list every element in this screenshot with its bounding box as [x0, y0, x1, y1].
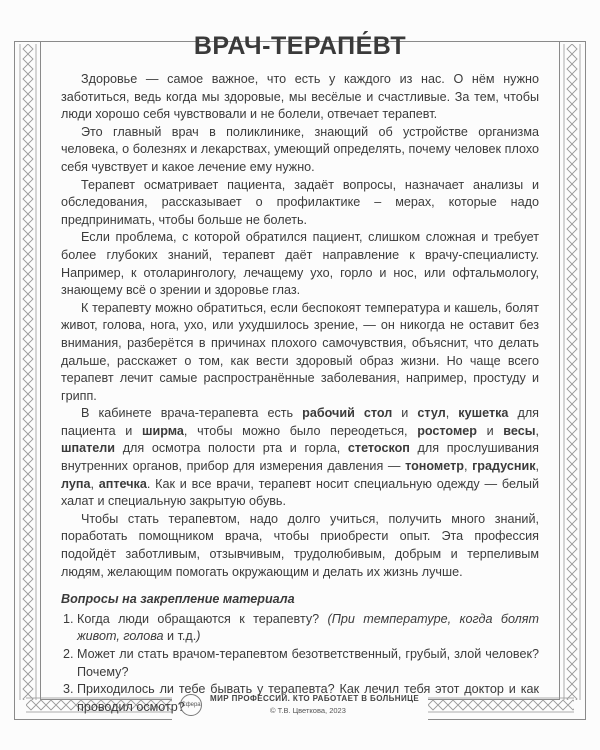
bold-term: лупа	[61, 476, 91, 491]
page-title: ВРАЧ-ТЕРАПЕ́ВТ	[193, 32, 407, 60]
paragraph	[61, 511, 539, 581]
bold-term: градусник	[472, 459, 536, 474]
bold-term: стул	[417, 406, 446, 421]
text-run: . Как и все врачи, терапевт носит специальную одежду — белый халат и специальную закрытую обувь.	[61, 476, 540, 509]
text-run: Может ли стать врачом-терапевтом безответственный, грубый, злой человек? Почему?	[77, 647, 539, 679]
series-title: МИР ПРОФЕССИЙ. КТО РАБОТАЕТ В БОЛЬНИЦЕ	[210, 694, 420, 703]
text-run: ,	[445, 406, 459, 421]
article-body	[61, 71, 539, 716]
text-run: В кабинете врача-терапевта есть	[81, 406, 303, 421]
text-run: Приходилось ли тебе бывать у терапевта? Как лечил тебя этот доктор и как проводил осмотр?	[77, 682, 539, 714]
text-run: ,	[90, 476, 99, 491]
text-run: К терапевту можно обратиться, если беспокоят температура и кашель, болят живот, голова, нога, ухо, или ухудшилось зрение, — он никогда не оставит без внимания, разберётся в причинах плохого самочувствия, объяснит, что делать дальше, расскажет о том, как вести здоровый образ жизни. Но чаще всего терапевт лечит самые распространённые заболевания, например, простуду и грипп.	[61, 300, 539, 403]
text-run: Когда люди обращаются к терапевту?	[77, 611, 328, 626]
question-item	[77, 646, 539, 681]
italic-answer: )	[196, 629, 201, 644]
bold-term: аптечка	[98, 476, 147, 491]
text-run: для прослушивания внутренних органов, прибор для измерения давления —	[61, 441, 539, 474]
text-run: ,	[535, 459, 539, 474]
text-run: и т.д.	[163, 629, 197, 644]
bold-term: ширма	[142, 423, 184, 438]
text-run: для осмотра полости рта и горла,	[115, 441, 348, 456]
bold-term: ростомер	[417, 423, 477, 438]
italic-answer: (При температуре, когда болят живот, голова	[77, 611, 540, 644]
paragraph	[61, 405, 539, 511]
paragraph	[61, 124, 539, 177]
paragraph	[61, 229, 539, 299]
text-run: ,	[535, 423, 539, 438]
bold-term: тонометр	[405, 459, 464, 474]
copyright: © Т.В. Цветкова, 2023	[270, 706, 346, 715]
bold-term: кушетка	[458, 406, 509, 421]
text-run: Чтобы стать терапевтом, надо долго учиться, получить много знаний, поработать помощником врача, чтобы приобрести опыт. Эта профессия подойдёт заботливым, отзывчивым, трудолюбивым, добрым и терпеливым людям, желающим помогать окружающим и делать их жизнь лучше.	[61, 511, 539, 579]
bold-term: весы	[503, 423, 536, 438]
text-run: Это главный врач в поликлинике, знающий об устройстве организма человека, о болезнях и лекарствах, умеющий определять, почему человек плохо себя чувствует и какое лечение ему нужно.	[61, 124, 539, 174]
diamond-ornament-left	[18, 44, 38, 700]
text-run: и	[392, 406, 418, 421]
paragraph	[61, 300, 539, 406]
text-run: Если проблема, с которой обратился пациент, слишком сложная и требует более глубоких знаний, терапевт даёт направление к врачу-специалисту. Например, к отоларингологу, лечащему ухо, горло и нос, или офтальмологу, знающему всё о зрении и здоровье глаз.	[61, 230, 539, 298]
bold-term: рабочий стол	[302, 406, 393, 421]
bold-term: стетоскоп	[347, 441, 410, 456]
text-run: ,	[463, 459, 473, 474]
paragraphs	[61, 71, 539, 581]
question-item	[77, 611, 539, 646]
text-run: Терапевт осматривает пациента, задаёт вопросы, назначает анализы и обследования, рассказывает о профилактике – мерах, которые надо предпринимать, чтобы больше не болеть.	[61, 177, 539, 227]
text-run: , чтобы можно было переодеться,	[183, 423, 418, 438]
diamond-ornament-right	[562, 44, 582, 700]
paragraph	[61, 71, 539, 124]
bold-term: шпатели	[61, 441, 116, 456]
paragraph	[61, 177, 539, 230]
publisher-logo: Сфера	[180, 694, 202, 716]
text-run: для пациента и	[61, 406, 539, 438]
questions-heading: Вопросы на закрепление материала	[61, 592, 295, 607]
text-run: и	[476, 423, 504, 438]
text-run: Здоровье — самое важное, что есть у каждого из нас. О нём нужно заботиться, ведь когда мы здоровые, мы весёлые и счастливые. За тем, чтобы люди хорошо себя чувствовали и не болели, отвечает терапевт.	[61, 72, 539, 122]
